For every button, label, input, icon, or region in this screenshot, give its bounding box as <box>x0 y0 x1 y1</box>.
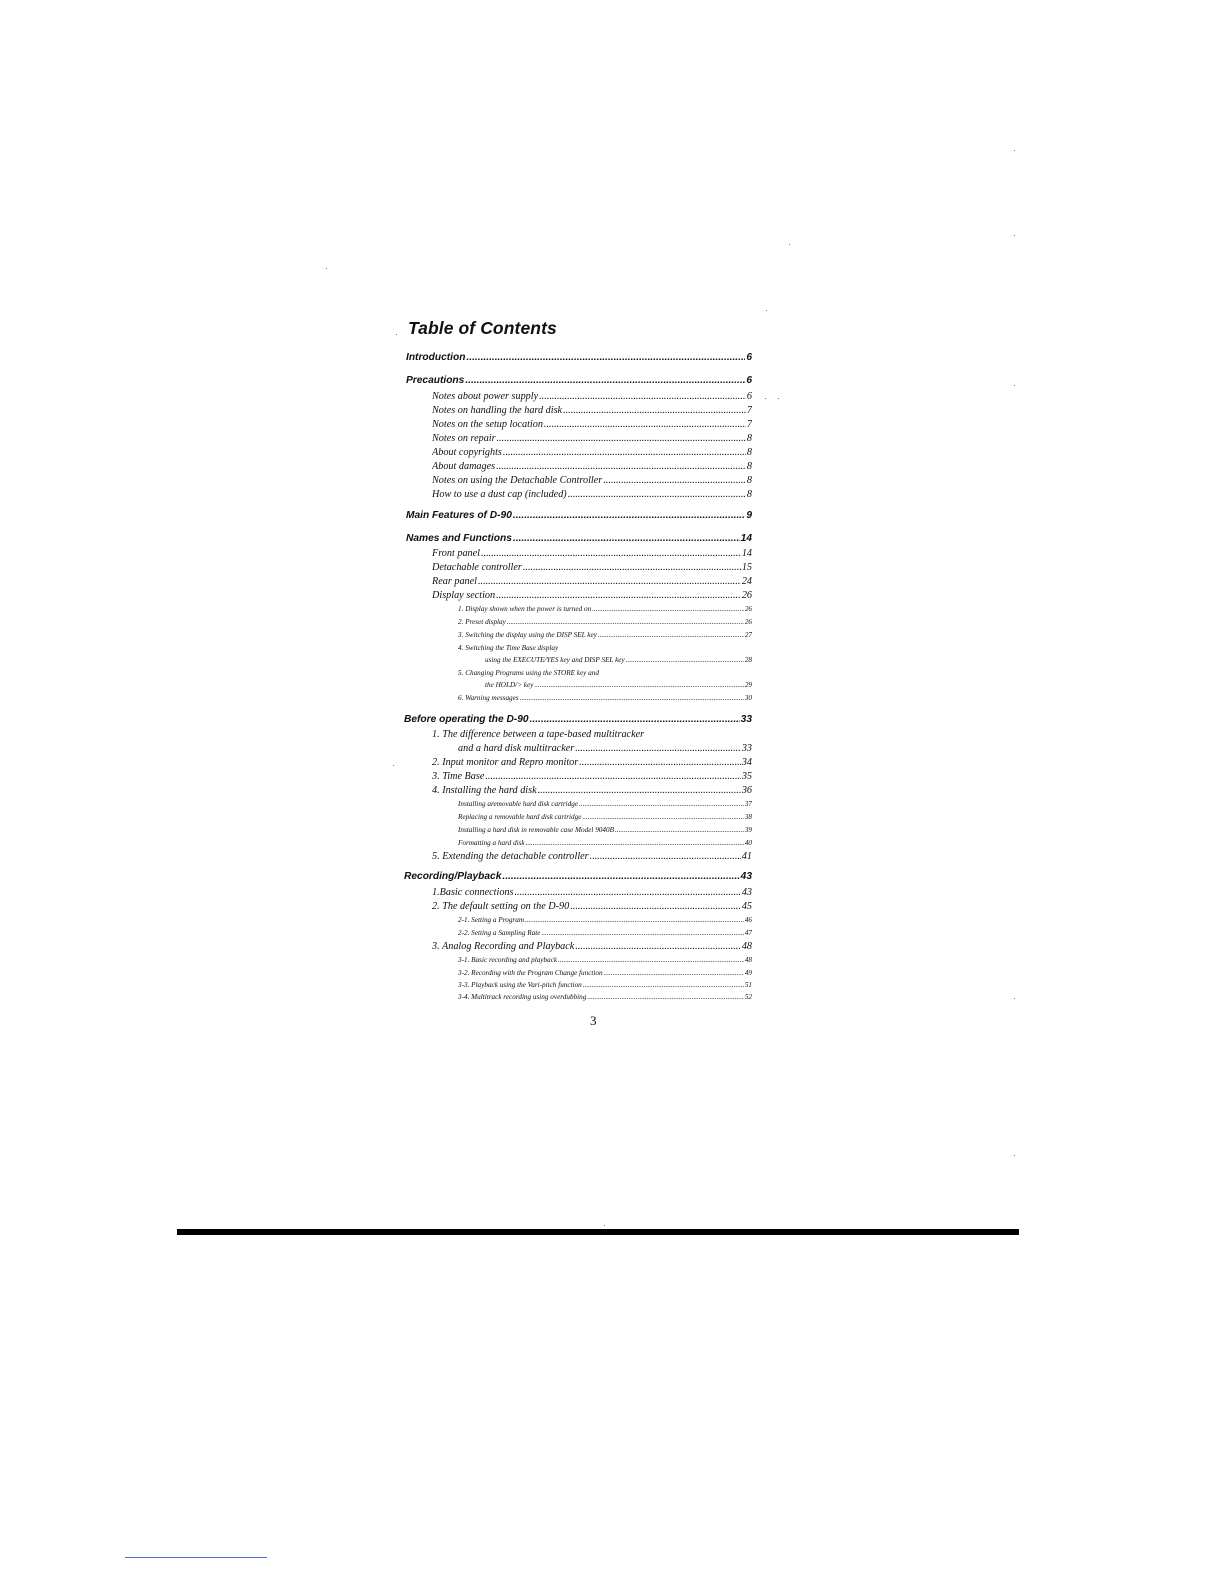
toc-entry <box>432 433 752 444</box>
toc-entry-page: 43 <box>741 887 752 898</box>
toc-entry-page: 34 <box>741 757 752 768</box>
toc-entry-label: 5. Changing Programs using the STORE key and <box>458 669 599 677</box>
toc-entry <box>432 771 752 782</box>
toc-entry-page: 39 <box>744 826 752 834</box>
toc-entry-page: 27 <box>744 631 752 639</box>
toc-entry-label: About damages <box>432 461 496 472</box>
toc-entry-page: 28 <box>744 656 752 664</box>
toc-entry-introduction <box>406 352 752 363</box>
toc-entry-page: 7 <box>746 405 752 416</box>
toc-entry-label: Main Features of D-90 <box>406 510 512 521</box>
toc-entry-page: 41 <box>741 851 752 862</box>
toc-entry-label: 1. Display shown when the power is turned on <box>458 605 592 613</box>
scan-speck <box>396 334 397 335</box>
toc-entry-page: 38 <box>744 813 752 821</box>
toc-entry-page: 48 <box>741 941 752 952</box>
toc-entry-label: 1. The difference between a tape-based multitracker <box>432 729 645 740</box>
toc-entry-page: 6 <box>746 391 752 402</box>
toc-entry-label: Notes on repair <box>432 433 496 444</box>
dot-leader <box>570 901 741 912</box>
toc-entry <box>432 901 752 912</box>
toc-entry-page: 33 <box>741 743 752 754</box>
toc-entry <box>458 743 752 754</box>
toc-entry-page: 6 <box>746 352 752 363</box>
toc-entry <box>432 562 752 573</box>
toc-entry-label: Recording/Playback <box>404 871 502 882</box>
toc-entry <box>432 576 752 587</box>
dot-leader <box>538 785 741 796</box>
toc-entry-label: Formatting a hard disk <box>458 839 525 847</box>
dot-leader <box>496 590 741 601</box>
toc-entry-label: 2-1. Setting a Program <box>458 916 525 924</box>
toc-entry-page: 8 <box>746 447 752 458</box>
dot-leader <box>507 618 744 626</box>
toc-entry <box>458 813 752 821</box>
toc-entry-label: 3. Time Base <box>432 771 485 782</box>
toc-entry-label: 3. Switching the display using the DISP SEL key <box>458 631 597 639</box>
toc-entry-label: How to use a dust cap (included) <box>432 489 567 500</box>
toc-entry-page: 46 <box>744 916 752 924</box>
toc-entry-label: Detachable controller <box>432 562 522 573</box>
dot-leader <box>497 433 746 444</box>
toc-entry-page: 8 <box>746 433 752 444</box>
scan-speck <box>778 398 779 399</box>
dot-leader <box>541 929 743 937</box>
dot-leader <box>478 576 741 587</box>
dot-leader <box>481 548 741 559</box>
toc-entry-page: 43 <box>740 871 752 882</box>
scan-speck <box>326 268 327 269</box>
toc-entry-page: 52 <box>744 993 752 1001</box>
scan-speck <box>1014 150 1015 151</box>
toc-entry-page: 6 <box>746 375 752 386</box>
toc-entry-page: 49 <box>744 969 752 977</box>
toc-entry <box>458 929 752 937</box>
toc-entry <box>432 785 752 796</box>
toc-entry-label: 3-2. Recording with the Program Change function <box>458 969 603 977</box>
toc-entry-page: 8 <box>746 461 752 472</box>
toc-entry-label: 6. Warning messages <box>458 694 519 702</box>
toc-entry-page: 45 <box>741 901 752 912</box>
toc-entry-page: 15 <box>741 562 752 573</box>
toc-entry-label: About copyrights <box>432 447 502 458</box>
toc-entry-page: 9 <box>746 510 752 521</box>
dot-leader <box>485 771 740 782</box>
toc-entry-page: 35 <box>741 771 752 782</box>
dot-leader <box>530 714 740 725</box>
toc-entry-page: 40 <box>744 839 752 847</box>
toc-entry-page: 26 <box>744 605 752 613</box>
scan-speck <box>789 244 790 245</box>
toc-entry-label: and a hard disk multitracker <box>458 743 575 754</box>
toc-entry-page: 7 <box>746 419 752 430</box>
toc-entry <box>458 618 752 626</box>
toc-entry-page: 37 <box>744 800 752 808</box>
dot-leader <box>523 562 741 573</box>
toc-entry-label: Names and Functions <box>406 533 512 544</box>
dot-leader <box>615 826 744 834</box>
dot-leader <box>592 605 744 613</box>
toc-entry <box>458 826 752 834</box>
toc-entry-label: Installing aremovable hard disk cartridge <box>458 800 579 808</box>
toc-entry <box>432 489 752 500</box>
toc-entry-recording-playback <box>404 871 752 882</box>
toc-entry-label: 4. Installing the hard disk <box>432 785 537 796</box>
dot-leader <box>503 447 746 458</box>
toc-entry-page: 48 <box>744 956 752 964</box>
toc-entry-label: Notes on the setup location <box>432 419 543 430</box>
toc-entry-label: 4. Switching the Time Base display <box>458 644 559 652</box>
toc-entry-label: 3-4. Multitrack recording using overdubbing <box>458 993 587 1001</box>
dot-leader <box>587 993 743 1001</box>
toc-entry-before-operating <box>404 714 752 725</box>
toc-entry <box>432 391 752 402</box>
toc-entry-precautions <box>406 375 752 386</box>
toc-entry <box>432 887 752 898</box>
toc-entry-label: Before operating the D-90 <box>404 714 529 725</box>
dot-leader <box>513 533 740 544</box>
toc-entry <box>432 590 752 601</box>
dot-leader <box>534 681 743 689</box>
dot-leader <box>582 813 743 821</box>
toc-entry-label: Installing a hard disk in removable case Model 9040B <box>458 826 614 834</box>
toc-entry <box>458 993 752 1001</box>
toc-entry <box>432 851 752 862</box>
toc-entry <box>458 800 752 808</box>
dot-leader <box>579 800 744 808</box>
dot-leader <box>604 969 744 977</box>
toc-entry-label: 5. Extending the detachable controller <box>432 851 589 862</box>
page-title: Table of Contents <box>408 318 557 338</box>
toc-entry-label: 3-3. Playback using the Vari-pitch function <box>458 981 582 989</box>
dot-leader <box>526 839 744 847</box>
toc-entry <box>432 405 752 416</box>
dot-leader <box>598 631 744 639</box>
toc-entry-page: 8 <box>746 475 752 486</box>
link-underline <box>125 1557 267 1558</box>
toc-entry-page: 30 <box>744 694 752 702</box>
toc-entry-page: 47 <box>744 929 752 937</box>
scan-speck <box>604 1225 605 1226</box>
toc-entry-label: 3. Analog Recording and Playback <box>432 941 575 952</box>
toc-entry-label: 2-2. Setting a Sampling Rate <box>458 929 541 937</box>
dot-leader <box>579 757 741 768</box>
dot-leader <box>603 475 746 486</box>
dot-leader <box>568 489 746 500</box>
toc-entry <box>432 419 752 430</box>
dot-leader <box>520 694 744 702</box>
dot-leader <box>544 419 746 430</box>
toc-entry-label: 2. Input monitor and Repro monitor <box>432 757 579 768</box>
toc-entry-label: Notes on handling the hard disk <box>432 405 563 416</box>
toc-entry <box>458 605 752 613</box>
toc-entry-label: Introduction <box>406 352 466 363</box>
toc-entry-page: 26 <box>744 618 752 626</box>
toc-entry-label: 3-1. Basic recording and playback <box>458 956 558 964</box>
toc-entry <box>432 447 752 458</box>
scan-speck <box>1014 385 1015 386</box>
toc-entry-label: Notes on using the Detachable Controller <box>432 475 603 486</box>
page-number: 3 <box>590 1013 597 1028</box>
toc-entry-page: 51 <box>744 981 752 989</box>
scan-speck <box>765 398 766 399</box>
toc-entry-page: 26 <box>741 590 752 601</box>
toc-entry-label: 1.Basic connections <box>432 887 514 898</box>
toc-entry <box>458 839 752 847</box>
toc-entry <box>432 548 752 559</box>
toc-entry <box>458 916 752 924</box>
dot-leader <box>626 656 744 664</box>
toc-entry-page: 36 <box>741 785 752 796</box>
dot-leader <box>525 916 744 924</box>
dot-leader <box>563 405 746 416</box>
toc-entry-page: 24 <box>741 576 752 587</box>
dot-leader <box>514 887 740 898</box>
toc-entry-names-and-functions <box>406 533 752 544</box>
toc-entry-label: 2. The default setting on the D-90 <box>432 901 570 912</box>
dot-leader <box>502 871 739 882</box>
toc-entry <box>485 681 752 689</box>
dot-leader <box>575 941 741 952</box>
toc-entry-label: the HOLD/> key <box>485 681 534 689</box>
toc-entry-label: Notes about power supply <box>432 391 539 402</box>
toc-entry-label: Rear panel <box>432 576 477 587</box>
toc-entry-page: 14 <box>741 548 752 559</box>
toc-entry-label: using the EXECUTE/YES key and DISP SEL key <box>485 656 625 664</box>
toc-entry <box>432 941 752 952</box>
toc-entry <box>432 757 752 768</box>
toc-entry <box>458 631 752 639</box>
toc-entry-page: 33 <box>740 714 752 725</box>
toc-entry <box>432 475 752 486</box>
dot-leader <box>496 461 746 472</box>
toc-entry-page: 29 <box>744 681 752 689</box>
dot-leader <box>583 981 744 989</box>
scan-speck <box>1014 998 1015 999</box>
scan-speck <box>1014 235 1015 236</box>
dot-leader <box>466 352 745 363</box>
toc-entry <box>432 461 752 472</box>
dot-leader <box>558 956 744 964</box>
toc-entry <box>458 956 752 964</box>
dot-leader <box>513 510 745 521</box>
toc-entry-label: Front panel <box>432 548 481 559</box>
toc-entry <box>458 981 752 989</box>
scan-speck <box>393 765 394 766</box>
toc-entry-page: 14 <box>740 533 752 544</box>
dot-leader <box>590 851 741 862</box>
toc-entry-label: 2. Preset display <box>458 618 506 626</box>
dot-leader <box>539 391 746 402</box>
scan-speck <box>1014 1155 1015 1156</box>
dot-leader <box>575 743 741 754</box>
toc-entry-main-features <box>406 510 752 521</box>
toc-entry <box>458 694 752 702</box>
bottom-rule <box>177 1229 1019 1235</box>
scan-speck <box>766 310 767 311</box>
toc-entry <box>458 969 752 977</box>
dot-leader <box>465 375 745 386</box>
toc-entry-page: 8 <box>746 489 752 500</box>
toc-entry-label: Replacing a removable hard disk cartridge <box>458 813 582 821</box>
toc-entry-label: Display section <box>432 590 496 601</box>
toc-entry-label: Precautions <box>406 375 465 386</box>
toc-entry <box>485 656 752 664</box>
